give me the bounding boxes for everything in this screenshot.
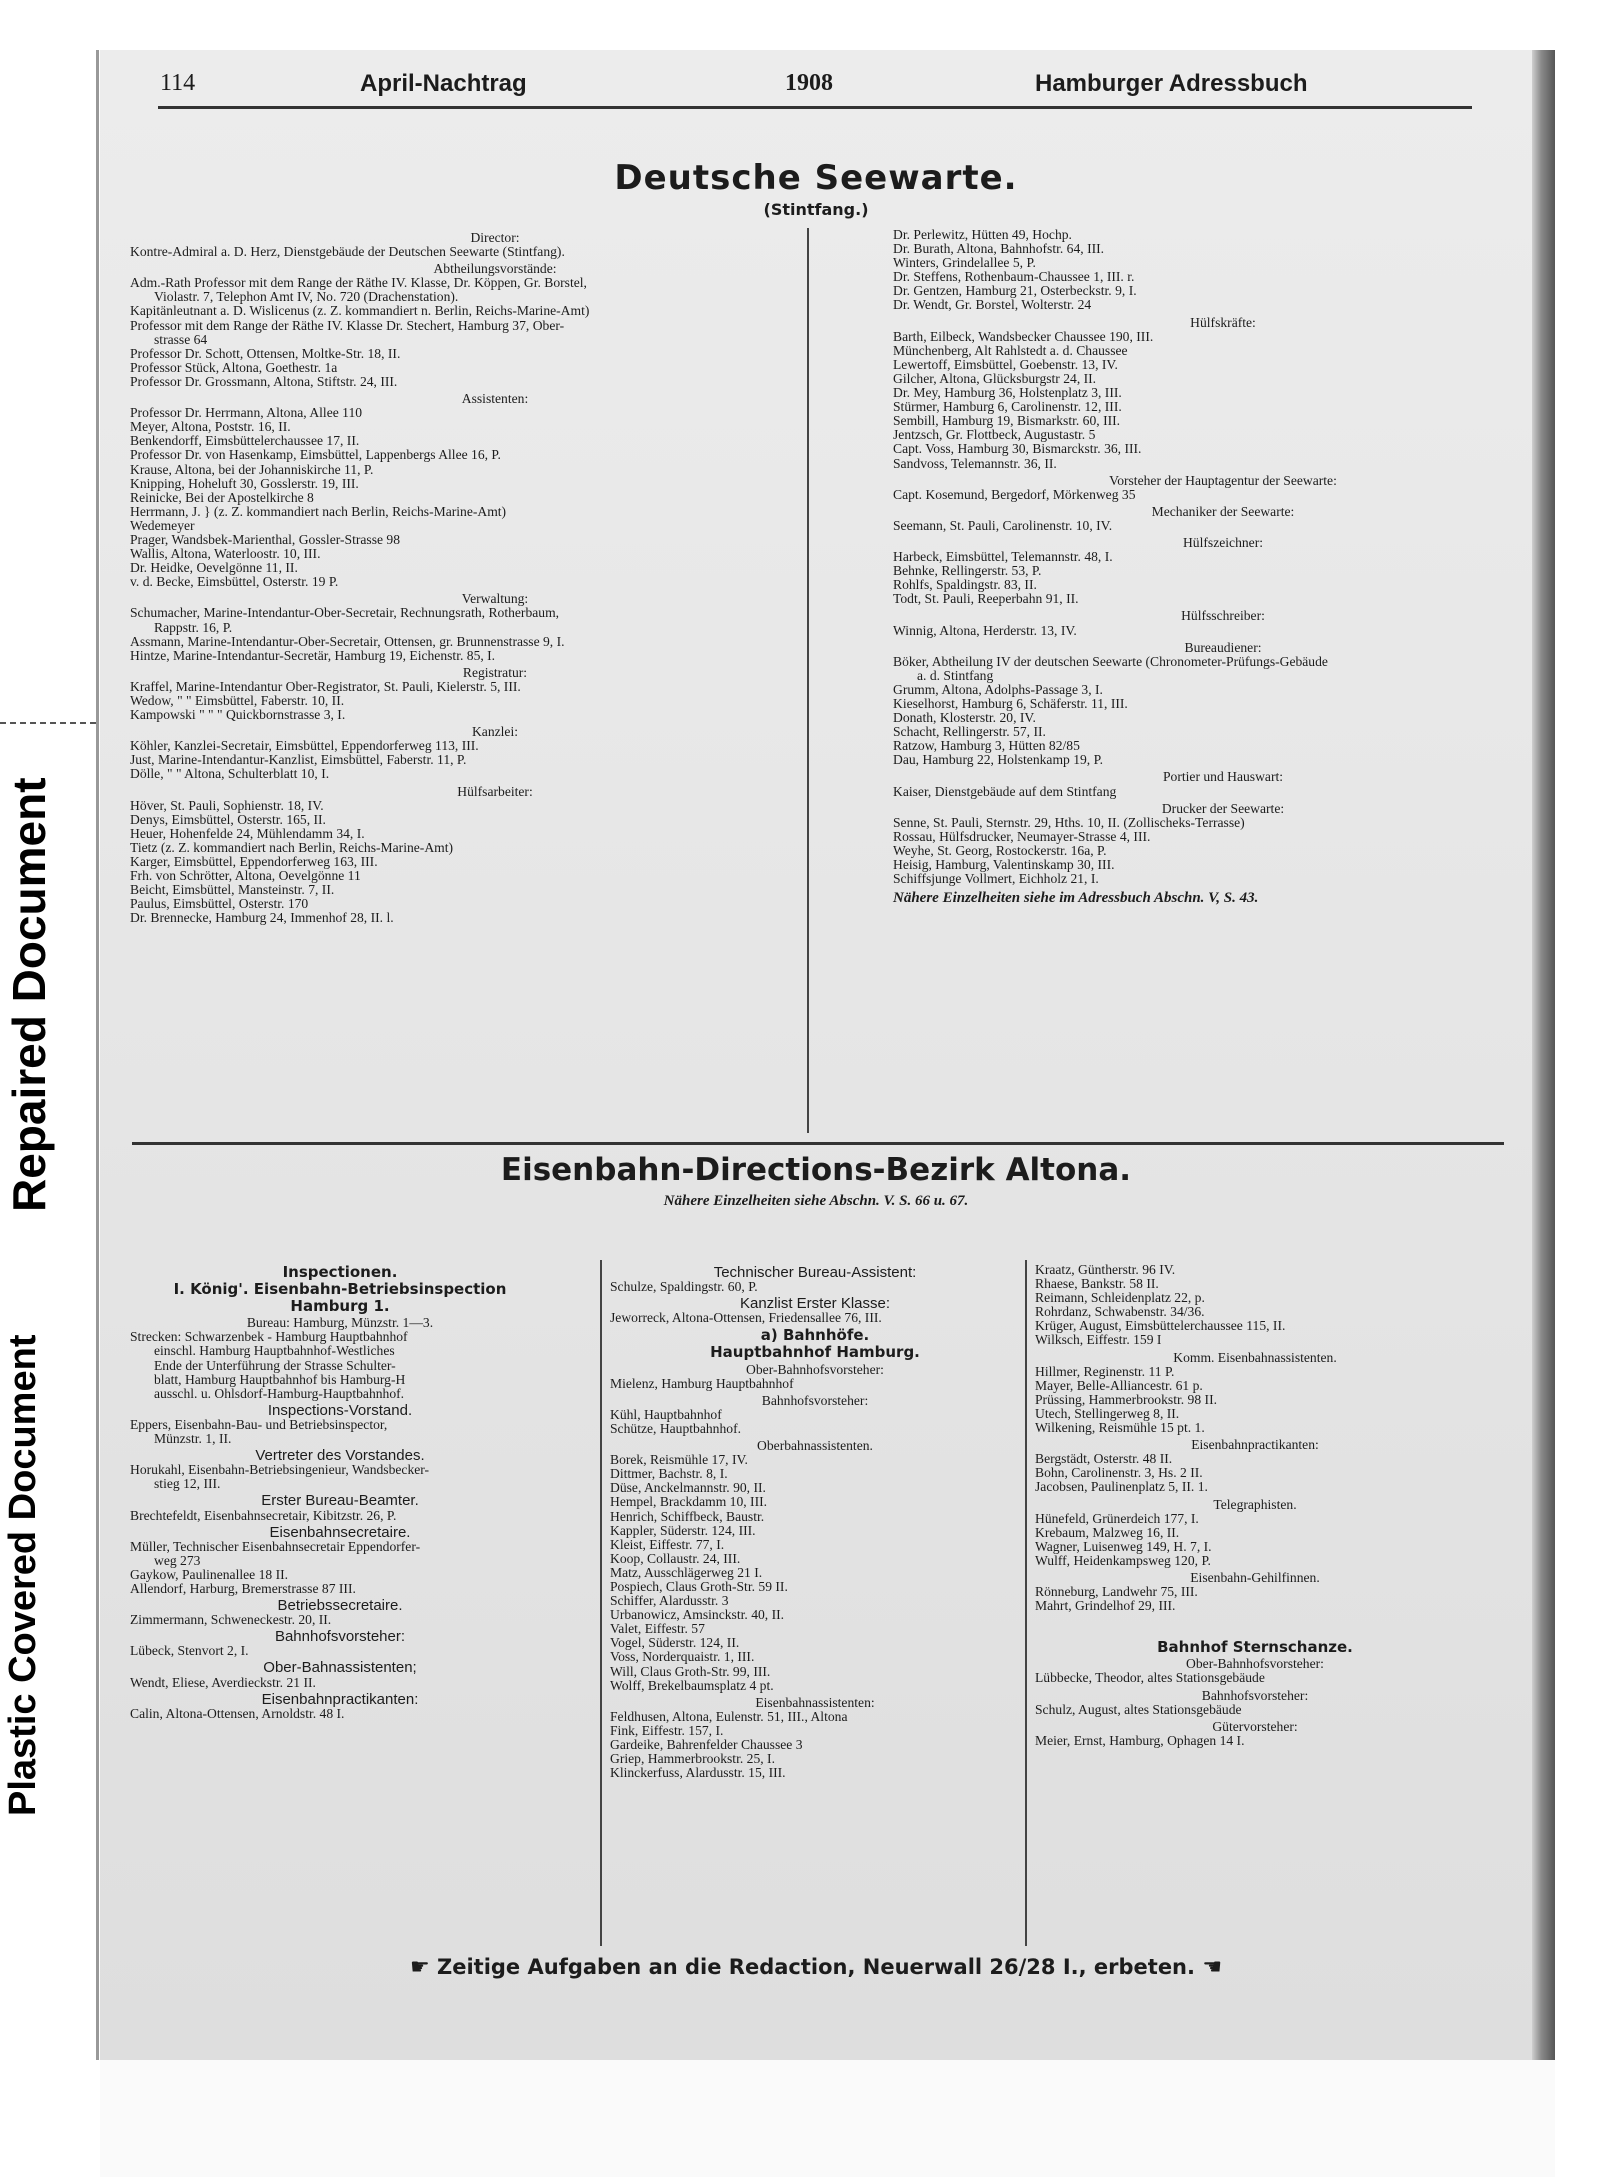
directory-entry: Sandvoss, Telemannstr. 36, II.: [893, 456, 1057, 471]
repaired-document-label: Repaired Document: [3, 777, 55, 1213]
eisenbahn-column-2: [610, 1263, 1020, 1780]
directory-entry: Dr. Heidke, Oevelgönne 11, II.: [130, 561, 298, 576]
section-heading: Eisenbahn-Gehilfinnen.: [1190, 1569, 1320, 1585]
directory-entry: Brechtefeldt, Eisenbahnsecretair, Kibitzstr. 26, P.: [130, 1508, 397, 1523]
directory-entry: Heisig, Hamburg, Valentinskamp 30, III.: [893, 858, 1115, 873]
directory-entry: Professor Dr. Schott, Ottensen, Moltke-Str. 18, II.: [130, 346, 401, 361]
directory-entry: Wallis, Altona, Waterloostr. 10, III.: [130, 547, 321, 562]
directory-entry: Wulff, Heidenkampsweg 120, P.: [1035, 1553, 1211, 1568]
section-heading: Eisenbahnassistenten:: [755, 1694, 875, 1710]
directory-entry: Wolff, Brekelbaumsplatz 4 pt.: [610, 1678, 774, 1693]
directory-entry: Bergstädt, Osterstr. 48 II.: [1035, 1452, 1173, 1467]
directory-entry: Utech, Stellingerweg 8, II.: [1035, 1406, 1180, 1421]
entry-continuation: strasse 64: [154, 332, 208, 347]
footer-text: Zeitige Aufgaben an die Redaction, Neuerwall 26/28 I., erbeten.: [437, 1955, 1195, 1979]
section-heading: Erster Bureau-Beamter.: [261, 1492, 419, 1510]
section-heading: Gütervorsteher:: [1212, 1718, 1298, 1734]
directory-entry: Wilksch, Eiffestr. 159 I: [1035, 1333, 1162, 1348]
directory-entry: Dr. Mey, Hamburg 36, Holstenplatz 3, III.: [893, 386, 1122, 401]
directory-entry: Sembill, Hamburg 19, Bismarkstr. 60, III.: [893, 414, 1121, 429]
directory-entry: Professor mit dem Range der Räthe IV. Klasse Dr. Stechert, Hamburg 37, Ober-: [130, 318, 565, 333]
directory-entry: Wedow, " " Eimsbüttel, Faberstr. 10, II.: [130, 694, 345, 708]
directory-entry: Strecken: Schwarzenbek - Hamburg Hauptbahnhof: [130, 1330, 408, 1345]
directory-entry: Denys, Eimsbüttel, Osterstr. 165, II.: [130, 812, 326, 827]
section-heading: Eisenbahnpractikanten:: [1191, 1437, 1319, 1453]
directory-entry: Hempel, Brackdamm 10, III.: [610, 1495, 768, 1510]
seewarte-title: Deutsche Seewarte.: [614, 158, 1018, 198]
directory-entry: Prager, Wandsbek-Marienthal, Gossler-Strasse 98: [130, 532, 401, 547]
directory-entry: Jacobsen, Paulinenplatz 5, II. 1.: [1035, 1480, 1208, 1495]
section-heading: Eisenbahnpractikanten:: [261, 1690, 419, 1708]
directory-entry: Wedemeyer: [130, 518, 195, 533]
directory-entry: Lewertoff, Eimsbüttel, Goebenstr. 13, IV.: [893, 357, 1118, 372]
directory-entry: Donath, Klosterstr. 20, IV.: [893, 711, 1036, 726]
section-heading: Director:: [470, 230, 520, 245]
directory-entry: Harbeck, Eimsbüttel, Telemannstr. 48, I.: [893, 550, 1113, 565]
directory-entry: Mayer, Belle-Alliancestr. 61 p.: [1035, 1378, 1203, 1393]
header-book-title: Hamburger Adressbuch: [1035, 70, 1308, 97]
directory-entry: Bohn, Carolinenstr. 3, Hs. 2 II.: [1035, 1466, 1203, 1481]
directory-entry: Krebaum, Malzweg 16, II.: [1035, 1525, 1180, 1540]
directory-entry: Klinckerfuss, Alardusstr. 15, III.: [610, 1766, 786, 1781]
eisenbahn-column-1: [130, 1262, 550, 1721]
entry-continuation: ausschl. u. Ohlsdorf-Hamburg-Hauptbahnhof.: [154, 1386, 405, 1401]
section-heading: Ober-Bahnhofsvorsteher:: [746, 1361, 884, 1377]
directory-entry: Fink, Eiffestr. 157, I.: [610, 1723, 724, 1738]
directory-entry: Krüger, August, Eimsbüttelerchaussee 115, II.: [1035, 1319, 1286, 1334]
directory-entry: Hintze, Marine-Intendantur-Secretär, Hamburg 19, Eichenstr. 85, I.: [130, 648, 496, 663]
directory-entry: Todt, St. Pauli, Reeperbahn 91, II.: [893, 592, 1079, 607]
dashed-divider: [0, 722, 96, 724]
directory-entry: Seemann, St. Pauli, Carolinenstr. 10, IV.: [893, 518, 1113, 533]
directory-entry: Wilkening, Reismühle 15 pt. 1.: [1035, 1421, 1205, 1436]
directory-entry: Mielenz, Hamburg Hauptbahnhof: [610, 1376, 794, 1391]
directory-entry: Gaykow, Paulinenallee 18 II.: [130, 1567, 289, 1582]
directory-entry: Urbanowicz, Amsinckstr. 40, II.: [610, 1608, 785, 1623]
directory-entry: Meier, Ernst, Hamburg, Ophagen 14 I.: [1035, 1733, 1245, 1748]
directory-entry: Borek, Reismühle 17, IV.: [610, 1453, 748, 1468]
section-heading: Kanzlei:: [471, 724, 519, 740]
directory-entry: Beicht, Eimsbüttel, Mansteinstr. 7, II.: [130, 883, 335, 898]
directory-entry: Prüssing, Hammerbrookstr. 98 II.: [1035, 1392, 1217, 1407]
directory-entry: Dr. Gentzen, Hamburg 21, Osterbeckstr. 9, I.: [893, 284, 1137, 299]
directory-entry: Tietz (z. Z. kommandiert nach Berlin, Reichs-Marine-Amt): [130, 840, 454, 855]
directory-entry: Lübeck, Stenvort 2, I.: [130, 1644, 249, 1659]
scan-frame: [96, 50, 99, 2060]
page-paper: [100, 50, 1532, 2060]
pointing-hand-left-icon: ☚: [1202, 1955, 1223, 1980]
directory-entry: Reimann, Schleidenplatz 22, p.: [1035, 1291, 1205, 1306]
directory-entry: Gilcher, Altona, Glücksburgstr 24, II.: [893, 371, 1097, 386]
section-heading: Bureau: Hamburg, Münzstr. 1—3.: [246, 1315, 434, 1331]
directory-entry: Böker, Abtheilung IV der deutschen Seewarte (Chronometer-Prüfungs-Gebäude: [893, 654, 1328, 669]
directory-entry: Horukahl, Eisenbahn-Betriebsingenieur, Wandsbecker-: [130, 1463, 430, 1478]
directory-entry: Dr. Wendt, Gr. Borstel, Wolterstr. 24: [893, 298, 1092, 313]
section-heading: Mechaniker der Seewarte:: [1151, 503, 1295, 519]
directory-entry: Müller, Technischer Eisenbahnsecretair Eppendorfer-: [130, 1539, 421, 1554]
directory-entry: Mahrt, Grindelhof 29, III.: [1035, 1599, 1176, 1614]
directory-entry: Reinicke, Bei der Apostelkirche 8: [130, 490, 314, 505]
section-heading: Betriebssecretaire.: [277, 1597, 403, 1615]
entry-continuation: Münzstr. 1, II.: [154, 1432, 232, 1447]
directory-entry: Vogel, Süderstr. 124, II.: [610, 1636, 740, 1651]
directory-entry: Dr. Burath, Altona, Bahnhofstr. 64, III.: [893, 242, 1105, 257]
directory-entry: Henrich, Schiffbeck, Baustr.: [610, 1509, 765, 1524]
directory-entry: Kraffel, Marine-Intendantur Ober-Registrator, St. Pauli, Kielerstr. 5, III.: [130, 679, 521, 694]
directory-entry: Allendorf, Harburg, Bremerstrasse 87 III.: [130, 1581, 356, 1596]
directory-entry: Valet, Eiffestr. 57: [610, 1622, 705, 1637]
entry-continuation: stieg 12, III.: [154, 1477, 221, 1492]
page-number: 114: [160, 70, 196, 96]
directory-entry: Münchenberg, Alt Rahlstedt a. d. Chaussee: [893, 343, 1128, 358]
directory-entry: Professor Dr. Herrmann, Altona, Allee 110: [130, 406, 363, 421]
directory-entry: Professor Dr. Grossmann, Altona, Stiftstr. 24, III.: [130, 374, 398, 389]
directory-entry: Gardeike, Bahrenfelder Chaussee 3: [610, 1738, 803, 1752]
directory-entry: Dölle, " " Altona, Schulterblatt 10, I.: [130, 767, 330, 782]
directory-entry: Paulus, Eimsbüttel, Osterstr. 170: [130, 897, 309, 912]
directory-entry: Lübbecke, Theodor, altes Stationsgebäude: [1035, 1671, 1265, 1686]
directory-entry: Koop, Collaustr. 24, III.: [610, 1551, 741, 1566]
directory-entry: Krause, Altona, bei der Johanniskirche 11, P.: [130, 462, 374, 477]
directory-entry: Schumacher, Marine-Intendantur-Ober-Secretair, Rechnungsrath, Rotherbaum,: [130, 606, 560, 621]
directory-entry: Winters, Grindelallee 5, P.: [893, 256, 1036, 271]
section-heading: Technischer Bureau-Assistent:: [713, 1264, 917, 1281]
section-heading: Vorsteher der Hauptagentur der Seewarte:: [1109, 472, 1337, 488]
section-heading: Inspections-Vorstand.: [267, 1401, 413, 1419]
directory-entry: Weyhe, St. Georg, Rostockerstr. 16a, P.: [893, 843, 1107, 858]
section-heading: Hülfszeichner:: [1182, 534, 1264, 550]
entry-continuation: weg 273: [154, 1553, 201, 1568]
directory-entry: Meyer, Altona, Poststr. 16, II.: [130, 420, 291, 435]
seewarte-subtitle: (Stintfang.): [763, 200, 869, 219]
header-rule: [158, 106, 1472, 109]
directory-entry: Dau, Hamburg 22, Holstenkamp 19, P.: [893, 753, 1104, 768]
directory-entry: Höver, St. Pauli, Sophienstr. 18, IV.: [130, 798, 324, 813]
footer-notice: [100, 1955, 1532, 1980]
directory-entry: Hillmer, Reginenstr. 11 P.: [1035, 1364, 1175, 1379]
section-rule: [132, 1142, 1504, 1145]
section-heading: Bahnhofsvorsteher:: [761, 1392, 869, 1408]
directory-entry: Kleist, Eiffestr. 77, I.: [610, 1537, 725, 1552]
section-heading: I. König'. Eisenbahn-Betriebsinspection: [173, 1280, 507, 1299]
directory-entry: Voss, Norderquaistr. 1, III.: [610, 1650, 755, 1665]
directory-entry: Herrmann, J. } (z. Z. kommandiert nach Berlin, Reichs-Marine-Amt): [130, 504, 507, 519]
header-section: April-Nachtrag: [360, 70, 527, 97]
section-heading: Bahnhofsvorsteher:: [274, 1628, 406, 1646]
section-heading: Telegraphisten.: [1213, 1496, 1297, 1512]
directory-entry: Kappler, Süderstr. 124, III.: [610, 1523, 756, 1538]
directory-entry: Benkendorff, Eimsbüttelerchaussee 17, II.: [130, 434, 360, 449]
directory-entry: Behnke, Rellingerstr. 53, P.: [893, 564, 1042, 579]
directory-entry: Just, Marine-Intendantur-Kanzlist, Eimsbüttel, Faberstr. 11, P.: [130, 753, 467, 768]
section-heading: Hamburg 1.: [290, 1297, 390, 1316]
section-heading: Ober-Bahnassistenten;: [263, 1659, 417, 1677]
directory-entry: Rohrdanz, Schwabenstr. 34/36.: [1035, 1305, 1205, 1320]
directory-entry: Schulze, Spaldingstr. 60, P.: [610, 1280, 758, 1295]
directory-entry: Rhaese, Bankstr. 58 II.: [1035, 1277, 1159, 1292]
directory-entry: Jentzsch, Gr. Flottbeck, Augustastr. 5: [893, 428, 1096, 443]
directory-entry: Eppers, Eisenbahn-Bau- und Betriebsinspector,: [130, 1417, 388, 1432]
section-heading: Verwaltung:: [461, 591, 529, 607]
section-heading: Registratur:: [462, 664, 528, 680]
directory-entry: Capt. Voss, Hamburg 30, Bismarckstr. 36, III.: [893, 442, 1142, 457]
directory-entry: Wendt, Eliese, Averdieckstr. 21 II.: [130, 1675, 316, 1690]
section-heading: Drucker der Seewarte:: [1161, 800, 1285, 816]
directory-entry: Schiffer, Alardusstr. 3: [610, 1594, 729, 1609]
section-heading: a) Bahnhöfe.: [760, 1326, 870, 1345]
directory-entry: Wagner, Luisenweg 149, H. 7, I.: [1035, 1539, 1212, 1554]
section-heading: Eisenbahnsecretaire.: [269, 1523, 411, 1541]
directory-entry: Schütze, Hauptbahnhof.: [610, 1421, 741, 1436]
directory-entry: Zimmermann, Schweneckestr. 20, II.: [130, 1613, 332, 1628]
directory-entry: Pospiech, Claus Groth-Str. 59 II.: [610, 1579, 788, 1594]
section-heading: Bahnhofsvorsteher:: [1201, 1687, 1309, 1703]
directory-entry: Ratzow, Hamburg 3, Hütten 82/85: [893, 739, 1080, 754]
section-heading: Kanzlist Erster Klasse:: [739, 1295, 891, 1313]
section-heading: Assistenten:: [461, 391, 529, 407]
directory-entry: Kampowski " " " Quickbornstrasse 3, I.: [130, 708, 346, 723]
section-heading: Abtheilungsvorstände:: [433, 261, 557, 277]
directory-entry: Dr. Steffens, Rothenbaum-Chaussee 1, III. r.: [893, 270, 1135, 285]
directory-entry: Hünefeld, Grünerdeich 177, I.: [1035, 1511, 1199, 1526]
directory-entry: Kühl, Hauptbahnhof: [610, 1407, 722, 1422]
directory-entry: Will, Claus Groth-Str. 99, III.: [610, 1664, 771, 1679]
section-heading: Bahnhof Sternschanze.: [1157, 1638, 1353, 1657]
directory-entry: Grumm, Altona, Adolphs-Passage 3, I.: [893, 682, 1103, 697]
directory-entry: Senne, St. Pauli, Sternstr. 29, Hths. 10, II. (Zollischeks-Terrasse): [893, 815, 1245, 830]
directory-entry: Professor Dr. von Hasenkamp, Eimsbüttel, Lappenbergs Allee 16, P.: [130, 448, 501, 463]
entry-continuation: einschl. Hamburg Hauptbahnhof-Westliches: [154, 1344, 395, 1359]
directory-entry: Adm.-Rath Professor mit dem Range der Räthe IV. Klasse, Dr. Köppen, Gr. Borstel,: [130, 276, 587, 291]
directory-entry: Dittmer, Bachstr. 8, I.: [610, 1467, 728, 1482]
eisenbahn-subtitle: Nähere Einzelheiten siehe Abschn. V. S. 66 u. 67.: [663, 1193, 969, 1209]
scan-background: [100, 2060, 1555, 2177]
section-heading: Oberbahnassistenten.: [757, 1438, 873, 1454]
directory-entry: Knipping, Hoheluft 30, Gosslerstr. 19, III.: [130, 476, 359, 491]
directory-entry: Köhler, Kanzlei-Secretair, Eimsbüttel, Eppendorferweg 113, III.: [130, 739, 479, 754]
column-divider: [1025, 1260, 1027, 1946]
directory-entry: Professor Stück, Altona, Goethestr. 1a: [130, 360, 338, 375]
directory-entry: Frh. von Schrötter, Altona, Oevelgönne 11: [130, 869, 361, 884]
directory-entry: Dr. Perlewitz, Hütten 49, Hochp.: [893, 228, 1072, 242]
directory-entry: Feldhusen, Altona, Eulenstr. 51, III., Altona: [610, 1709, 848, 1724]
section-heading: Hülfskräfte:: [1190, 314, 1256, 330]
column-divider: [600, 1260, 602, 1946]
column-divider: [807, 228, 809, 1133]
eisenbahn-title: Eisenbahn-Directions-Bezirk Altona.: [500, 1152, 1132, 1188]
directory-entry: Kraatz, Güntherstr. 96 IV.: [1035, 1263, 1176, 1277]
scanned-page: [100, 50, 1555, 2060]
entry-continuation: blatt, Hamburg Hauptbahnhof bis Hamburg-H: [154, 1372, 406, 1387]
section-heading: Bureaudiener:: [1184, 639, 1262, 655]
directory-entry: Düse, Anckelmannstr. 90, II.: [610, 1481, 766, 1496]
directory-entry: Matz, Ausschlägerweg 21 I.: [610, 1565, 763, 1580]
directory-entry: Rönneburg, Landwehr 75, III.: [1035, 1585, 1198, 1600]
seewarte-right-column: [893, 228, 1553, 905]
section-heading: Hülfsarbeiter:: [457, 783, 533, 799]
directory-entry: Griep, Hammerbrookstr. 25, I.: [610, 1752, 775, 1767]
directory-entry: Capt. Kosemund, Bergedorf, Mörkenweg 35: [893, 487, 1136, 502]
plastic-covered-label: Plastic Covered Document: [2, 1334, 44, 1816]
directory-entry: Heuer, Hohenfelde 24, Mühlendamm 34, I.: [130, 826, 365, 841]
entry-continuation: Rappstr. 16, P.: [154, 620, 233, 635]
directory-entry: Rossau, Hülfsdrucker, Neumayer-Strasse 4, III.: [893, 829, 1151, 844]
directory-entry: Dr. Brennecke, Hamburg 24, Immenhof 28, II. l.: [130, 911, 394, 926]
section-heading: Ober-Bahnhofsvorsteher:: [1186, 1656, 1324, 1672]
directory-entry: Rohlfs, Spaldingstr. 83, II.: [893, 578, 1037, 593]
directory-entry: Schacht, Rellingerstr. 57, II.: [893, 725, 1046, 740]
directory-entry: Jeworreck, Altona-Ottensen, Friedensallee 76, III.: [610, 1311, 882, 1326]
directory-entry: Winnig, Altona, Herderstr. 13, IV.: [893, 623, 1077, 638]
directory-entry: Kaiser, Dienstgebäude auf dem Stintfang: [893, 784, 1117, 799]
directory-entry: Barth, Eilbeck, Wandsbecker Chaussee 190, III.: [893, 329, 1154, 344]
directory-entry: Karger, Eimsbüttel, Eppendorferweg 163, III.: [130, 855, 378, 870]
directory-entry: Calin, Altona-Ottensen, Arnoldstr. 48 I.: [130, 1706, 345, 1721]
section-heading: Komm. Eisenbahnassistenten.: [1173, 1349, 1337, 1365]
reference-note: Nähere Einzelheiten siehe im Adressbuch Abschn. V, S. 43.: [893, 890, 1259, 907]
directory-entry: v. d. Becke, Eimsbüttel, Osterstr. 19 P.: [130, 575, 339, 590]
directory-entry: Stürmer, Hamburg 6, Carolinenstr. 12, III.: [893, 400, 1122, 415]
spacer: [1035, 1613, 1475, 1637]
pointing-hand-right-icon: ☛: [409, 1955, 430, 1980]
directory-entry: Assmann, Marine-Intendantur-Ober-Secretair, Ottensen, gr. Brunnenstrasse 9, I.: [130, 634, 565, 649]
section-heading: Hauptbahnhof Hamburg.: [710, 1343, 920, 1362]
page-binding-edge: [1532, 50, 1555, 2060]
eisenbahn-column-3: [1035, 1263, 1475, 1748]
running-header: [160, 70, 1472, 106]
section-heading: Vertreter des Vorstandes.: [255, 1447, 425, 1465]
directory-entry: Schiffsjunge Vollmert, Eichholz 21, I.: [893, 872, 1099, 887]
entry-continuation: Violastr. 7, Telephon Amt IV, No. 720 (Drachenstation).: [154, 290, 459, 305]
header-year: 1908: [785, 70, 833, 96]
directory-entry: Kontre-Admiral a. D. Herz, Dienstgebäude der Deutschen Seewarte (Stintfang).: [130, 245, 565, 260]
entry-continuation: a. d. Stintfang: [917, 668, 994, 683]
entry-continuation: Ende der Unterführung der Strasse Schulter-: [154, 1358, 396, 1373]
directory-entry: Kieselhorst, Hamburg 6, Schäferstr. 11, III.: [893, 697, 1128, 711]
section-heading: Portier und Hauswart:: [1162, 769, 1284, 785]
section-heading: Inspectionen.: [282, 1263, 398, 1281]
seewarte-left-column: [130, 228, 860, 926]
directory-entry: Kapitänleutnant a. D. Wislicenus (z. Z. kommandiert n. Berlin, Reichs-Marine-Amt): [130, 304, 590, 319]
section-heading: Hülfsschreiber:: [1181, 608, 1265, 624]
directory-entry: Schulz, August, altes Stationsgebäude: [1035, 1702, 1242, 1717]
